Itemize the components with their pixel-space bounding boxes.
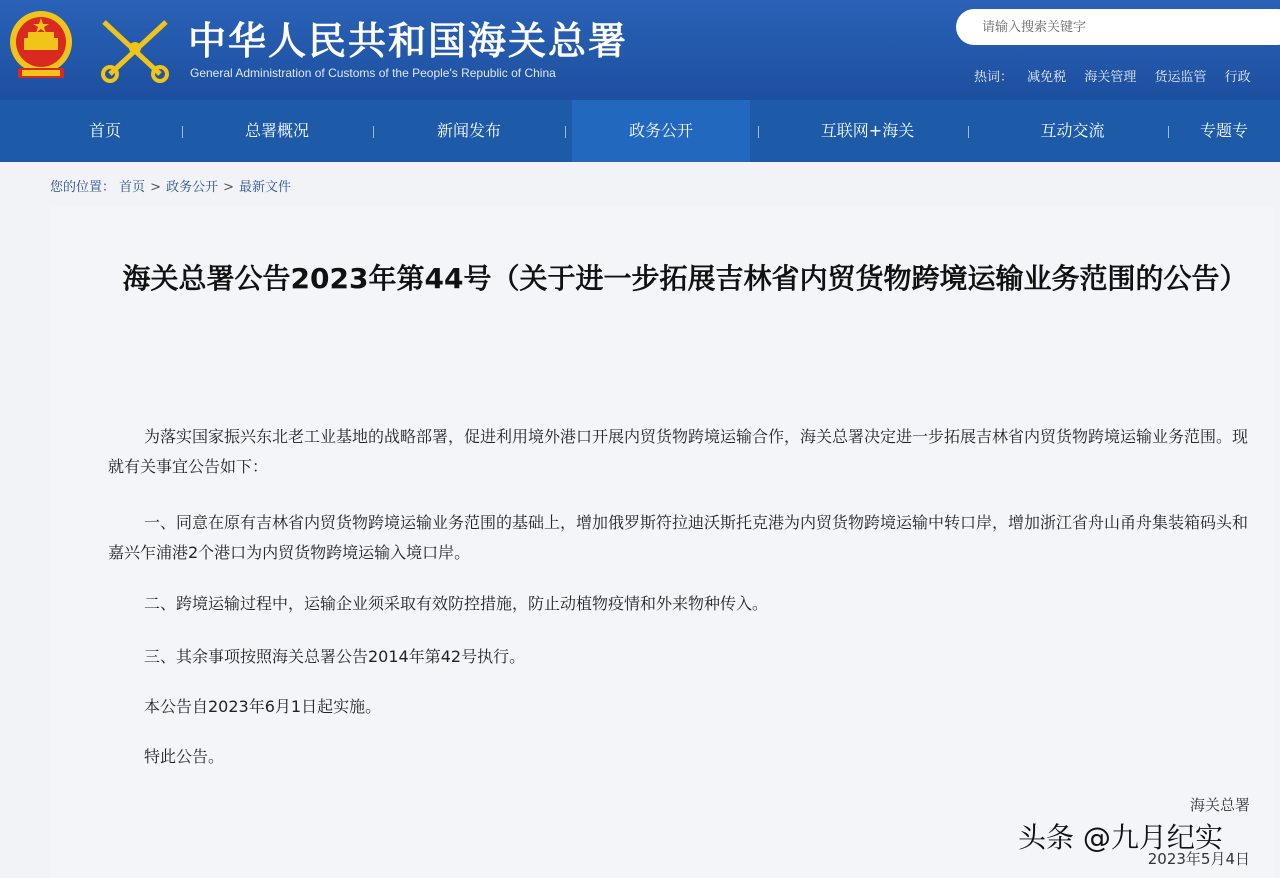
document-title: 海关总署公告2023年第44号（关于进一步拓展吉林省内贸货物跨境运输业务范围的公告） bbox=[122, 262, 1248, 295]
nav-divider bbox=[1168, 126, 1169, 138]
breadcrumb-latest-documents[interactable]: 最新文件 bbox=[239, 180, 292, 195]
document-paragraph: 为落实国家振兴东北老工业基地的战略部署，促进利用境外港口开展内贸货物跨境运输合作，海关总署决定进一步拓展吉林省内贸货物跨境运输业务范围。现就有关事宜公告如下： bbox=[108, 427, 1249, 476]
document-signature: 海关总署 bbox=[1189, 796, 1250, 814]
watermark: 头条 @九月纪实 bbox=[1018, 821, 1223, 854]
nav-item-home[interactable]: 首页 bbox=[88, 121, 121, 140]
nav-item-internet-customs[interactable]: 互联网+海关 bbox=[820, 121, 915, 140]
main-nav bbox=[0, 100, 1280, 162]
document-date: 2023年5月4日 bbox=[1147, 850, 1250, 868]
breadcrumb bbox=[50, 176, 291, 195]
site-title: 中华人民共和国海关总署 bbox=[188, 18, 629, 63]
national-emblem-icon bbox=[8, 8, 74, 84]
hot-words bbox=[974, 66, 1265, 85]
search-input[interactable] bbox=[956, 9, 1280, 45]
document-paragraph: 二、跨境运输过程中，运输企业须采取有效防控措施，防止动植物疫情和外来物种传入。 bbox=[144, 594, 769, 613]
nav-item-overview[interactable]: 总署概况 bbox=[244, 121, 309, 140]
document-paragraph: 一、同意在原有吉林省内贸货物跨境运输业务范围的基础上，增加俄罗斯符拉迪沃斯托克港为内贸货物跨境运输中转口岸，增加浙江省舟山甬舟集装箱码头和嘉兴乍浦港2个港口为内贸货物跨境运输入境口岸。 bbox=[108, 513, 1249, 562]
site-header bbox=[0, 0, 1280, 100]
nav-divider bbox=[565, 126, 566, 138]
hot-word-link[interactable]: 减免税 bbox=[1027, 70, 1067, 85]
nav-item-news[interactable]: 新闻发布 bbox=[436, 121, 501, 140]
hot-words-label: 热词： bbox=[974, 70, 1014, 85]
document-paragraph: 本公告自2023年6月1日起实施。 bbox=[144, 697, 382, 716]
breadcrumb-label: 您的位置： bbox=[50, 180, 116, 195]
customs-key-emblem-icon bbox=[96, 14, 174, 84]
nav-divider bbox=[758, 126, 759, 138]
breadcrumb-home[interactable]: 首页 bbox=[119, 180, 146, 195]
nav-divider bbox=[182, 126, 183, 138]
nav-divider bbox=[373, 126, 374, 138]
breadcrumb-separator: > bbox=[223, 180, 234, 195]
hot-word-link[interactable]: 行政 bbox=[1224, 70, 1251, 85]
nav-item-government-affairs[interactable]: 政务公开 bbox=[572, 100, 750, 162]
nav-divider bbox=[968, 126, 969, 138]
hot-word-link[interactable]: 海关管理 bbox=[1084, 70, 1137, 85]
nav-item-interaction[interactable]: 互动交流 bbox=[1040, 121, 1105, 140]
hot-word-link[interactable]: 货运监管 bbox=[1154, 70, 1207, 85]
document-paragraph: 特此公告。 bbox=[144, 747, 225, 766]
nav-item-topics[interactable]: 专题专 bbox=[1200, 121, 1249, 140]
breadcrumb-government-affairs[interactable]: 政务公开 bbox=[166, 180, 219, 195]
breadcrumb-separator: > bbox=[150, 180, 162, 195]
site-subtitle: General Administration of Customs of the People's Republic of China bbox=[190, 66, 556, 80]
document-paragraph: 三、其余事项按照海关总署公告2014年第42号执行。 bbox=[144, 647, 526, 666]
